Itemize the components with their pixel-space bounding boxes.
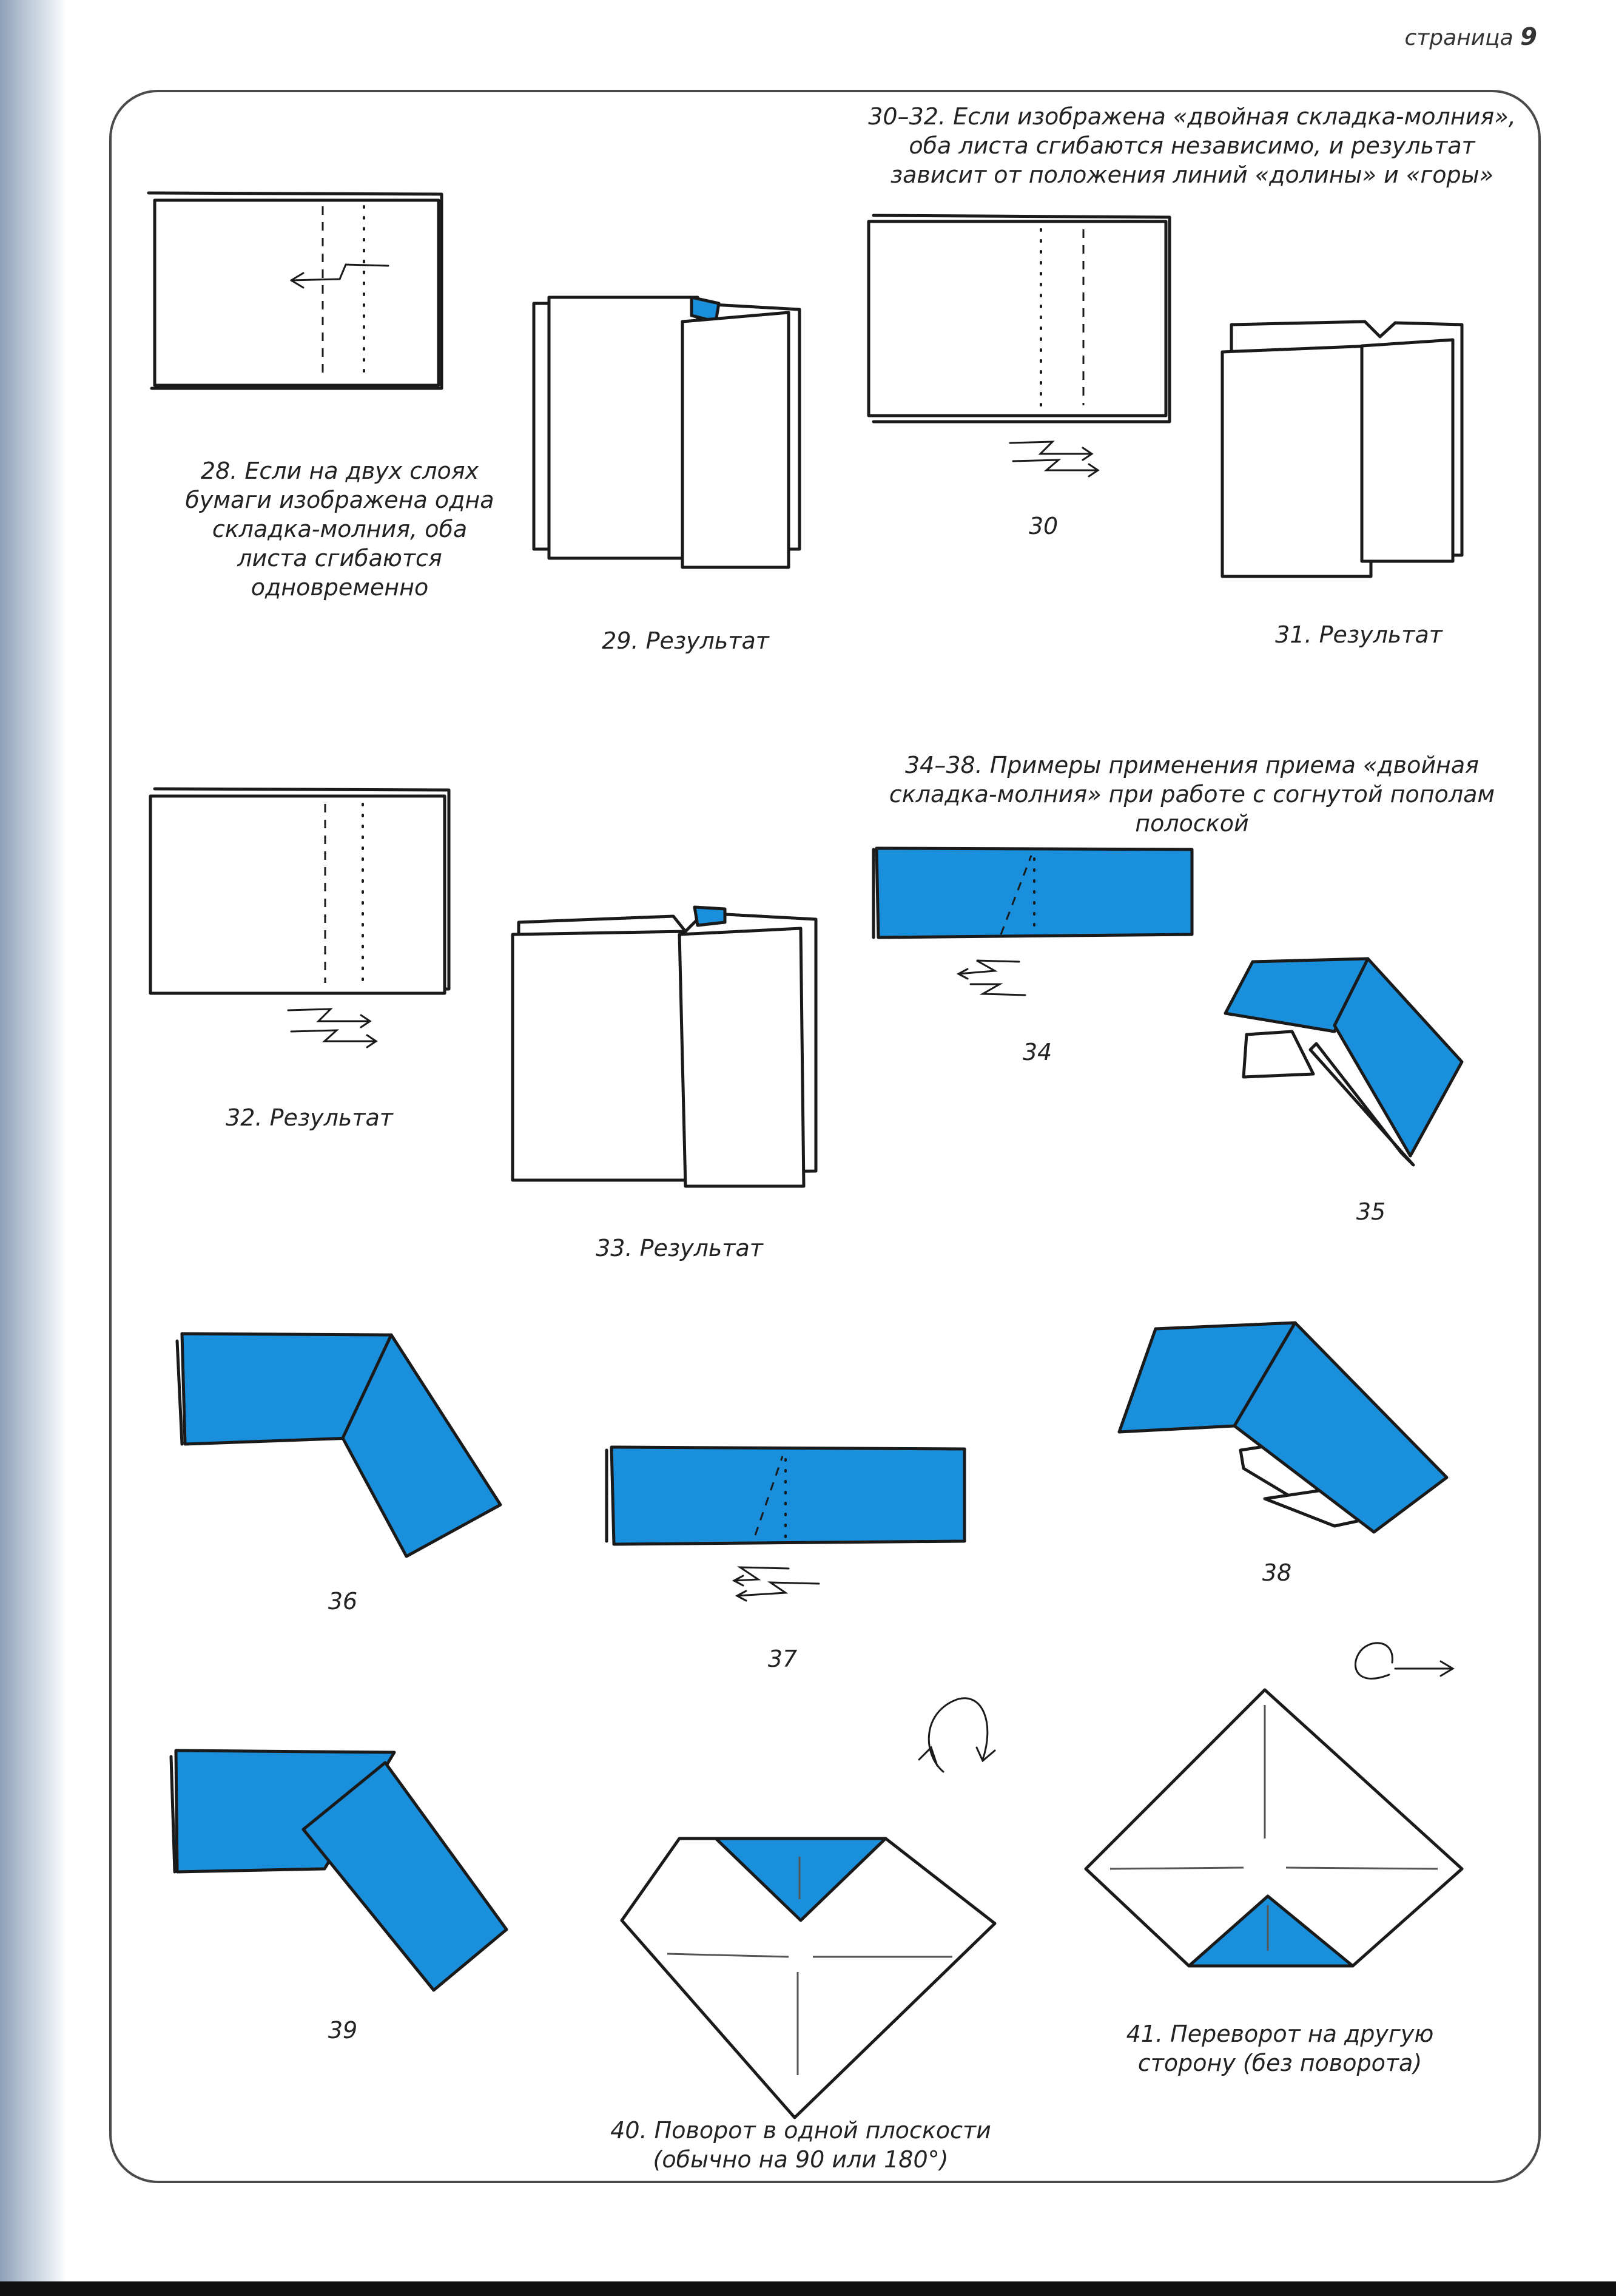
- caption-30-32: 30–32. Если изображена «двойная складка-молния», оба листа сгибаются независимо, и результат зависит от положения линий «долины» и «горы»: [868, 103, 1516, 188]
- caption-37: 37: [767, 1646, 798, 1672]
- caption-40: 40. Поворот в одной плоскости (обычно на 90 или 180°): [610, 2117, 991, 2173]
- caption-30: 30: [1028, 513, 1059, 539]
- caption-32: 32. Результат: [226, 1104, 393, 1131]
- figure-38: [1119, 1323, 1447, 1532]
- page-number: 9: [1520, 23, 1537, 51]
- figure-40: [622, 1698, 995, 2118]
- caption-41: 41. Переворот на другую сторону (без поворота): [1126, 2021, 1434, 2076]
- figure-33: [513, 907, 816, 1186]
- caption-38: 38: [1262, 1559, 1292, 1586]
- caption-33: 33. Результат: [596, 1235, 763, 1261]
- caption-34-38: 34–38. Примеры применения приема «двойная складка-молния» при работе с согнутой пополам полоской: [889, 752, 1495, 837]
- figure-30: [869, 215, 1170, 476]
- figure-32: [150, 789, 449, 1047]
- figure-39: [171, 1751, 507, 1990]
- figure-35: [1225, 959, 1462, 1165]
- caption-35: 35: [1356, 1198, 1386, 1225]
- figure-36: [177, 1334, 500, 1556]
- caption-34: 34: [1022, 1039, 1052, 1065]
- figure-28: [149, 193, 442, 388]
- caption-28: 28. Если на двух слоях бумаги изображена одна складка-молния, оба листа сгибаются одновременно: [185, 458, 494, 601]
- caption-31: 31. Результат: [1275, 621, 1443, 648]
- caption-36: 36: [328, 1588, 358, 1615]
- caption-39: 39: [328, 2017, 358, 2044]
- figure-31: [1222, 322, 1462, 576]
- page-header-word: страница: [1404, 25, 1513, 50]
- caption-29: 29. Результат: [602, 627, 769, 654]
- figure-34: [874, 848, 1192, 995]
- figure-29: [534, 297, 800, 567]
- figure-41: [1086, 1643, 1462, 1966]
- figure-37: [607, 1447, 965, 1601]
